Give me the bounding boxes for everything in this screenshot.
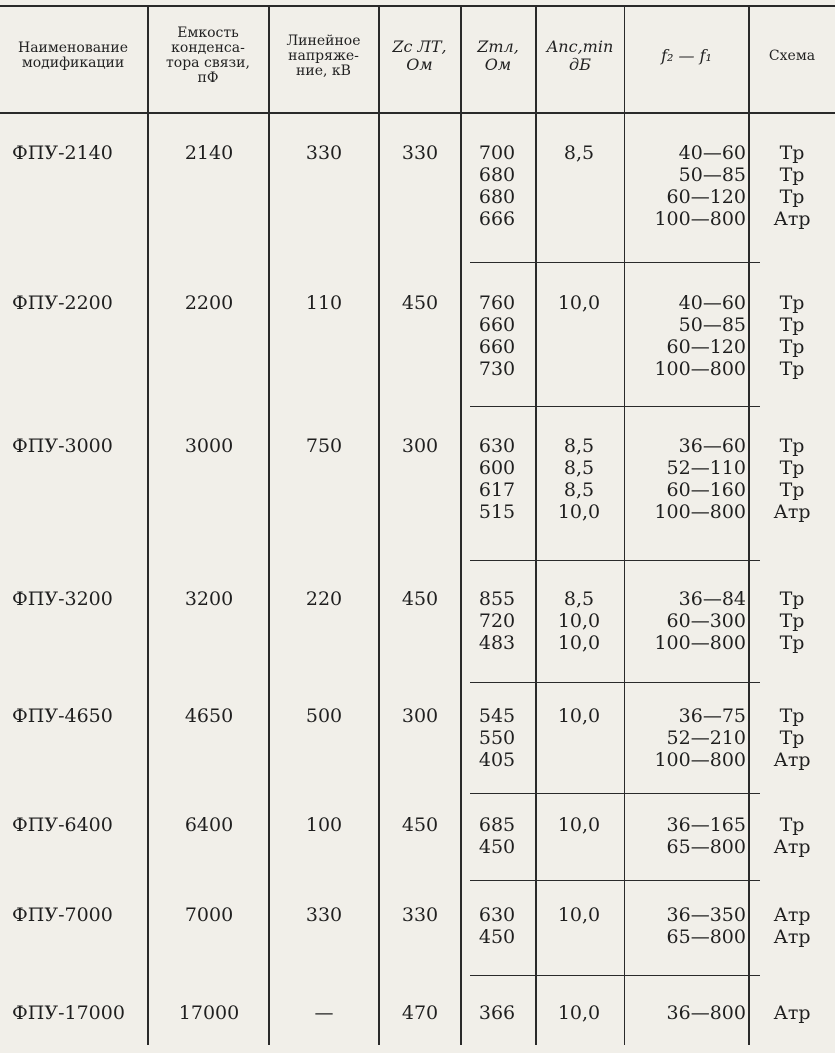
zml-values-line: 666	[478, 208, 516, 230]
zml-values	[462, 904, 532, 948]
scheme-values-line: Тр	[779, 727, 805, 749]
attenuation-values-line: 10,0	[557, 904, 601, 926]
scheme-values-line: Тр	[779, 186, 805, 208]
zml-values-line: 660	[478, 336, 516, 358]
modification-name: ФПУ-2140	[12, 142, 113, 164]
zml-values	[462, 142, 532, 230]
zml-values-line: 730	[478, 358, 516, 380]
zml-values-line: 545	[478, 705, 516, 727]
zml-values	[462, 435, 532, 523]
zml-values-line: 450	[478, 836, 516, 858]
frequency-ranges-line: 52—110	[666, 457, 746, 479]
header-top-rule	[0, 5, 835, 7]
attenuation-values-line: 10,0	[557, 1002, 601, 1024]
zml-values-line: 630	[478, 435, 516, 457]
scheme-values	[752, 292, 832, 380]
attenuation-values-line: 10,0	[557, 501, 601, 523]
header-voltage: Линейное напряже- ние, кВ	[286, 32, 361, 79]
attenuation-values	[534, 292, 624, 314]
header-scheme: Схема	[768, 47, 816, 64]
capacitance-value: 3200	[184, 588, 234, 610]
zml-values-line: 700	[478, 142, 516, 164]
zc-value: 450	[401, 814, 439, 836]
attenuation-values-line: 10,0	[557, 705, 601, 727]
frequency-ranges-line: 50—85	[678, 314, 746, 336]
row-separator	[470, 975, 760, 976]
frequency-ranges-line: 60—120	[666, 186, 746, 208]
frequency-ranges-line: 52—210	[666, 727, 746, 749]
scheme-values-line: Атр	[773, 926, 811, 948]
column-divider	[147, 5, 149, 1045]
capacitance-value: 3000	[184, 435, 234, 457]
scheme-values-line: Тр	[779, 632, 805, 654]
zml-values-line: 630	[478, 904, 516, 926]
attenuation-values-line: 8,5	[563, 457, 595, 479]
zc-value: 330	[401, 904, 439, 926]
attenuation-values	[534, 814, 624, 836]
frequency-ranges-line: 65—800	[666, 926, 746, 948]
zml-values-line: 720	[478, 610, 516, 632]
scheme-values	[752, 904, 832, 948]
zml-values	[462, 705, 532, 771]
scheme-values-line: Тр	[779, 314, 805, 336]
frequency-ranges-line: 60—300	[666, 610, 746, 632]
zml-values-line: 450	[478, 926, 516, 948]
zml-values-line: 855	[478, 588, 516, 610]
frequency-ranges-line: 36—165	[666, 814, 746, 836]
row-separator	[470, 262, 760, 263]
scheme-values-line: Тр	[779, 164, 805, 186]
scheme-values-line: Атр	[773, 904, 811, 926]
zml-values-line: 680	[478, 186, 516, 208]
capacitance-value: 6400	[184, 814, 234, 836]
attenuation-values	[534, 705, 624, 727]
zml-values-line: 405	[478, 749, 516, 771]
header-zc: Zc ЛТ, Ом	[392, 37, 447, 74]
capacitance-value: 2140	[184, 142, 234, 164]
frequency-ranges-line: 36—350	[666, 904, 746, 926]
frequency-ranges-line: 36—84	[678, 588, 746, 610]
zml-values-line: 600	[478, 457, 516, 479]
frequency-ranges-line: 60—160	[666, 479, 746, 501]
modification-name: ФПУ-3200	[12, 588, 113, 610]
scheme-values	[752, 814, 832, 858]
scheme-values	[752, 705, 832, 771]
attenuation-values-line: 10,0	[557, 292, 601, 314]
frequency-ranges-line: 60—120	[666, 336, 746, 358]
frequency-ranges	[626, 705, 748, 771]
zml-values	[462, 1002, 532, 1024]
row-separator	[470, 880, 760, 881]
scheme-values-line: Атр	[773, 501, 811, 523]
scheme-values-line: Тр	[779, 479, 805, 501]
scheme-values-line: Тр	[779, 358, 805, 380]
zml-values-line: 660	[478, 314, 516, 336]
header-zml: Zmл, Ом	[477, 37, 519, 74]
frequency-ranges	[626, 904, 748, 948]
frequency-ranges-line: 100—800	[654, 501, 746, 523]
header-bottom-rule	[0, 112, 835, 114]
zml-values	[462, 292, 532, 380]
voltage-value: 220	[305, 588, 343, 610]
frequency-ranges-line: 36—60	[678, 435, 746, 457]
frequency-ranges-line: 40—60	[678, 142, 746, 164]
capacitance-value: 2200	[184, 292, 234, 314]
frequency-ranges	[626, 1002, 748, 1024]
capacitance-value: 7000	[184, 904, 234, 926]
attenuation-values	[534, 1002, 624, 1024]
zml-values-line: 617	[478, 479, 516, 501]
capacitance-value: 4650	[184, 705, 234, 727]
header-attenuation: Aпс,min дБ	[546, 37, 614, 74]
zml-values-line: 680	[478, 164, 516, 186]
row-separator	[470, 560, 760, 561]
zml-values-line: 483	[478, 632, 516, 654]
zml-values	[462, 588, 532, 654]
scheme-values-line: Атр	[773, 749, 811, 771]
zc-value: 450	[401, 292, 439, 314]
voltage-value: 110	[305, 292, 343, 314]
scheme-values-line: Тр	[779, 336, 805, 358]
voltage-value: 330	[305, 142, 343, 164]
frequency-ranges-line: 100—800	[654, 632, 746, 654]
zml-values-line: 550	[478, 727, 516, 749]
attenuation-values	[534, 142, 624, 164]
voltage-value: 750	[305, 435, 343, 457]
frequency-ranges-line: 36—800	[666, 1002, 746, 1024]
zml-values-line: 366	[478, 1002, 516, 1024]
zml-values-line: 515	[478, 501, 516, 523]
zc-value: 330	[401, 142, 439, 164]
scheme-values-line: Тр	[779, 435, 805, 457]
zc-value: 300	[401, 435, 439, 457]
header-capacitance: Емкость конденса- тора связи, пФ	[166, 25, 250, 86]
modification-name: ФПУ-4650	[12, 705, 113, 727]
frequency-ranges-line: 100—800	[654, 208, 746, 230]
frequency-ranges-line: 50—85	[678, 164, 746, 186]
zc-value: 470	[401, 1002, 439, 1024]
scheme-values-line: Тр	[779, 457, 805, 479]
column-divider	[748, 5, 750, 1045]
row-separator	[470, 793, 760, 794]
scheme-values	[752, 1002, 832, 1024]
attenuation-values-line: 10,0	[557, 814, 601, 836]
scheme-values-line: Атр	[773, 208, 811, 230]
scheme-values-line: Тр	[779, 705, 805, 727]
modification-name: ФПУ-17000	[12, 1002, 125, 1024]
modification-name: ФПУ-6400	[12, 814, 113, 836]
frequency-ranges-line: 40—60	[678, 292, 746, 314]
scheme-values-line: Атр	[773, 836, 811, 858]
scheme-values-line: Тр	[779, 814, 805, 836]
attenuation-values	[534, 904, 624, 926]
modification-name: ФПУ-2200	[12, 292, 113, 314]
zc-value: 300	[401, 705, 439, 727]
attenuation-values-line: 10,0	[557, 610, 601, 632]
row-separator	[470, 682, 760, 683]
voltage-value: —	[314, 1002, 334, 1024]
column-divider	[624, 5, 625, 1045]
frequency-ranges	[626, 142, 748, 230]
zml-values-line: 760	[478, 292, 516, 314]
scheme-values-line: Тр	[779, 142, 805, 164]
frequency-ranges	[626, 435, 748, 523]
scheme-values-line: Атр	[773, 1002, 811, 1024]
scheme-values-line: Тр	[779, 610, 805, 632]
frequency-ranges-line: 65—800	[666, 836, 746, 858]
attenuation-values-line: 10,0	[557, 632, 601, 654]
voltage-value: 330	[305, 904, 343, 926]
attenuation-values-line: 8,5	[563, 479, 595, 501]
zml-values	[462, 814, 532, 858]
frequency-ranges	[626, 588, 748, 654]
scheme-values	[752, 142, 832, 230]
capacitance-value: 17000	[178, 1002, 240, 1024]
frequency-ranges	[626, 814, 748, 858]
frequency-ranges-line: 100—800	[654, 358, 746, 380]
zc-value: 450	[401, 588, 439, 610]
attenuation-values	[534, 435, 624, 523]
voltage-value: 500	[305, 705, 343, 727]
row-separator	[470, 406, 760, 407]
attenuation-values-line: 8,5	[563, 435, 595, 457]
frequency-ranges	[626, 292, 748, 380]
scheme-values	[752, 588, 832, 654]
attenuation-values-line: 8,5	[563, 142, 595, 164]
attenuation-values	[534, 588, 624, 654]
frequency-ranges-line: 36—75	[678, 705, 746, 727]
attenuation-values-line: 8,5	[563, 588, 595, 610]
header-frequency: f₂ — f₁	[661, 46, 712, 65]
scheme-values-line: Тр	[779, 292, 805, 314]
modification-name: ФПУ-3000	[12, 435, 113, 457]
modification-name: ФПУ-7000	[12, 904, 113, 926]
scheme-values	[752, 435, 832, 523]
voltage-value: 100	[305, 814, 343, 836]
header-name: Наименование модификации	[18, 40, 128, 71]
scheme-values-line: Тр	[779, 588, 805, 610]
frequency-ranges-line: 100—800	[654, 749, 746, 771]
zml-values-line: 685	[478, 814, 516, 836]
